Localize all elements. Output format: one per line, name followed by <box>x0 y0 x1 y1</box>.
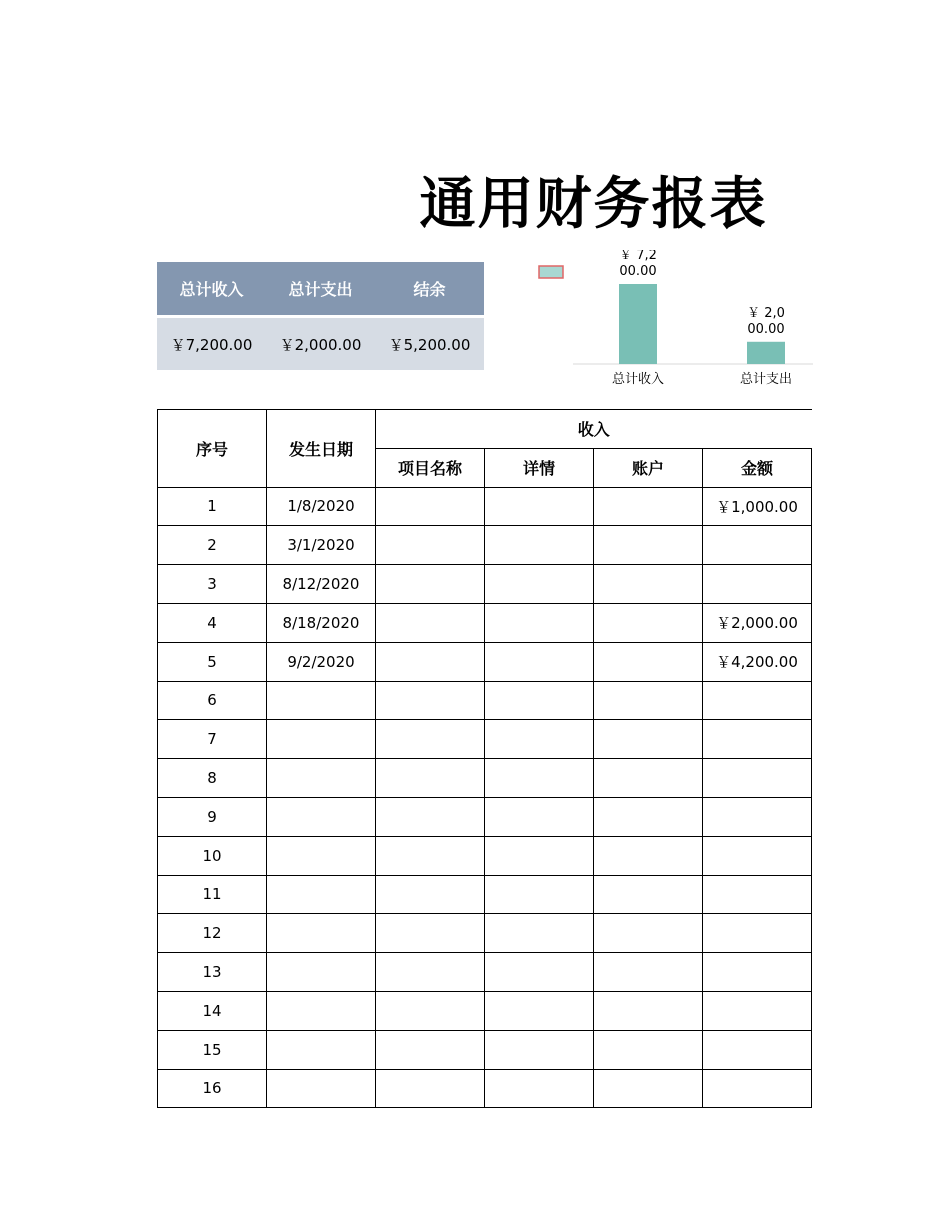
cell-date[interactable] <box>267 797 376 836</box>
data-label-2-line-1: ￥ 2,0 <box>747 305 785 321</box>
cell-item-name[interactable] <box>376 759 485 798</box>
cell-amount[interactable] <box>703 1069 812 1108</box>
cell-date[interactable] <box>267 1030 376 1069</box>
cell-account[interactable] <box>594 914 703 953</box>
cell-index[interactable]: 6 <box>158 681 267 720</box>
cell-date[interactable] <box>267 914 376 953</box>
cell-amount[interactable]: ￥4,200.00 <box>703 642 812 681</box>
cell-account[interactable] <box>594 1030 703 1069</box>
cell-amount[interactable] <box>703 991 812 1030</box>
cell-index[interactable]: 2 <box>158 526 267 565</box>
cell-account[interactable] <box>594 991 703 1030</box>
cell-index[interactable]: 11 <box>158 875 267 914</box>
summary-total-income-value[interactable]: ￥7,200.00 <box>157 317 266 371</box>
cell-date[interactable]: 1/8/2020 <box>267 487 376 526</box>
cell-account[interactable] <box>594 565 703 604</box>
cell-item-name[interactable] <box>376 642 485 681</box>
cell-date[interactable] <box>267 875 376 914</box>
ledger-table <box>157 409 812 1108</box>
cell-item-name[interactable] <box>376 681 485 720</box>
cell-date[interactable]: 8/18/2020 <box>267 603 376 642</box>
cell-amount[interactable] <box>703 836 812 875</box>
cell-index[interactable]: 1 <box>158 487 267 526</box>
header-income-group: 收入 <box>376 410 812 449</box>
data-label-2-line-2: 00.00 <box>747 321 785 337</box>
summary-balance-value[interactable]: ￥5,200.00 <box>375 317 484 371</box>
cell-item-name[interactable] <box>376 875 485 914</box>
cell-amount[interactable] <box>703 797 812 836</box>
table-row <box>158 953 812 992</box>
cell-detail[interactable] <box>485 759 594 798</box>
table-row <box>158 720 812 759</box>
cell-detail[interactable] <box>485 487 594 526</box>
table-row <box>158 681 812 720</box>
bar-1 <box>619 284 657 364</box>
cell-date[interactable]: 3/1/2020 <box>267 526 376 565</box>
summary-total-expense-value[interactable]: ￥2,000.00 <box>266 317 375 371</box>
legend-swatch <box>539 266 563 278</box>
table-row <box>158 914 812 953</box>
cell-account[interactable] <box>594 603 703 642</box>
header-account: 账户 <box>594 448 703 487</box>
cell-item-name[interactable] <box>376 836 485 875</box>
cell-index[interactable]: 12 <box>158 914 267 953</box>
summary-value-row <box>157 317 484 371</box>
cell-amount[interactable] <box>703 759 812 798</box>
summary-total-income-header: 总计收入 <box>157 262 266 317</box>
summary-balance-header: 结余 <box>375 262 484 317</box>
cell-amount[interactable] <box>703 875 812 914</box>
cell-index[interactable]: 13 <box>158 953 267 992</box>
table-row <box>158 991 812 1030</box>
cell-amount[interactable] <box>703 1030 812 1069</box>
cell-date[interactable] <box>267 681 376 720</box>
cell-amount[interactable] <box>703 914 812 953</box>
cell-date[interactable] <box>267 991 376 1030</box>
cell-index[interactable]: 10 <box>158 836 267 875</box>
cell-date[interactable] <box>267 759 376 798</box>
cell-detail[interactable] <box>485 720 594 759</box>
cell-detail[interactable] <box>485 526 594 565</box>
cell-account[interactable] <box>594 526 703 565</box>
cell-account[interactable] <box>594 953 703 992</box>
cell-account[interactable] <box>594 642 703 681</box>
cell-item-name[interactable] <box>376 565 485 604</box>
cell-index[interactable]: 4 <box>158 603 267 642</box>
cell-item-name[interactable] <box>376 487 485 526</box>
table-row <box>158 642 812 681</box>
cell-item-name[interactable] <box>376 720 485 759</box>
table-row <box>158 1030 812 1069</box>
cell-date[interactable]: 9/2/2020 <box>267 642 376 681</box>
cell-item-name[interactable] <box>376 914 485 953</box>
cell-detail[interactable] <box>485 565 594 604</box>
table-row <box>158 603 812 642</box>
cell-item-name[interactable] <box>376 953 485 992</box>
cell-detail[interactable] <box>485 836 594 875</box>
table-row <box>158 759 812 798</box>
header-amount: 金额 <box>703 448 812 487</box>
cell-amount[interactable] <box>703 565 812 604</box>
table-row <box>158 565 812 604</box>
cell-index[interactable]: 15 <box>158 1030 267 1069</box>
page-title: 通用财务报表 <box>419 172 768 237</box>
header-date: 发生日期 <box>267 410 376 488</box>
cell-amount[interactable]: ￥1,000.00 <box>703 487 812 526</box>
cell-detail[interactable] <box>485 914 594 953</box>
cell-index[interactable]: 5 <box>158 642 267 681</box>
cell-amount[interactable] <box>703 720 812 759</box>
cell-item-name[interactable] <box>376 526 485 565</box>
cell-account[interactable] <box>594 759 703 798</box>
cell-date[interactable] <box>267 953 376 992</box>
cell-index[interactable]: 9 <box>158 797 267 836</box>
cell-index[interactable]: 8 <box>158 759 267 798</box>
cell-account[interactable] <box>594 681 703 720</box>
cell-index[interactable]: 7 <box>158 720 267 759</box>
cell-amount[interactable] <box>703 953 812 992</box>
cell-detail[interactable] <box>485 603 594 642</box>
table-row <box>158 487 812 526</box>
cell-detail[interactable] <box>485 1069 594 1108</box>
cell-detail[interactable] <box>485 1030 594 1069</box>
cell-date[interactable] <box>267 1069 376 1108</box>
cell-item-name[interactable] <box>376 1030 485 1069</box>
header-detail: 详情 <box>485 448 594 487</box>
summary-total-expense-header: 总计支出 <box>266 262 375 317</box>
cell-date[interactable] <box>267 836 376 875</box>
bar-2 <box>747 342 785 364</box>
cell-detail[interactable] <box>485 681 594 720</box>
data-label-1-line-2: 00.00 <box>619 264 657 279</box>
cell-account[interactable] <box>594 836 703 875</box>
table-row <box>158 875 812 914</box>
cell-detail[interactable] <box>485 875 594 914</box>
cell-item-name[interactable] <box>376 797 485 836</box>
cell-account[interactable] <box>594 720 703 759</box>
cell-account[interactable] <box>594 1069 703 1108</box>
cell-account[interactable] <box>594 875 703 914</box>
table-row <box>158 526 812 565</box>
table-row <box>158 1069 812 1108</box>
summary-bar-chart[interactable] <box>530 250 820 395</box>
cell-amount[interactable] <box>703 681 812 720</box>
cell-detail[interactable] <box>485 642 594 681</box>
table-row <box>158 836 812 875</box>
cell-index[interactable]: 16 <box>158 1069 267 1108</box>
cell-item-name[interactable] <box>376 1069 485 1108</box>
summary-header-row <box>157 262 484 317</box>
category-label-2: 总计支出 <box>739 372 793 387</box>
summary-table <box>157 262 484 370</box>
header-index: 序号 <box>158 410 267 488</box>
ledger-body <box>158 487 812 1108</box>
cell-detail[interactable] <box>485 991 594 1030</box>
table-row <box>158 797 812 836</box>
cell-date[interactable] <box>267 720 376 759</box>
data-label-1-line-1: ￥ 7,2 <box>619 250 657 263</box>
cell-index[interactable]: 3 <box>158 565 267 604</box>
category-label-1: 总计收入 <box>611 372 665 387</box>
cell-amount[interactable] <box>703 526 812 565</box>
cell-index[interactable]: 14 <box>158 991 267 1030</box>
cell-detail[interactable] <box>485 797 594 836</box>
cell-item-name[interactable] <box>376 991 485 1030</box>
cell-amount[interactable]: ￥2,000.00 <box>703 603 812 642</box>
ledger-header-row-1 <box>158 410 812 449</box>
cell-item-name[interactable] <box>376 603 485 642</box>
cell-detail[interactable] <box>485 953 594 992</box>
cell-date[interactable]: 8/12/2020 <box>267 565 376 604</box>
cell-account[interactable] <box>594 797 703 836</box>
cell-account[interactable] <box>594 487 703 526</box>
header-item-name: 项目名称 <box>376 448 485 487</box>
